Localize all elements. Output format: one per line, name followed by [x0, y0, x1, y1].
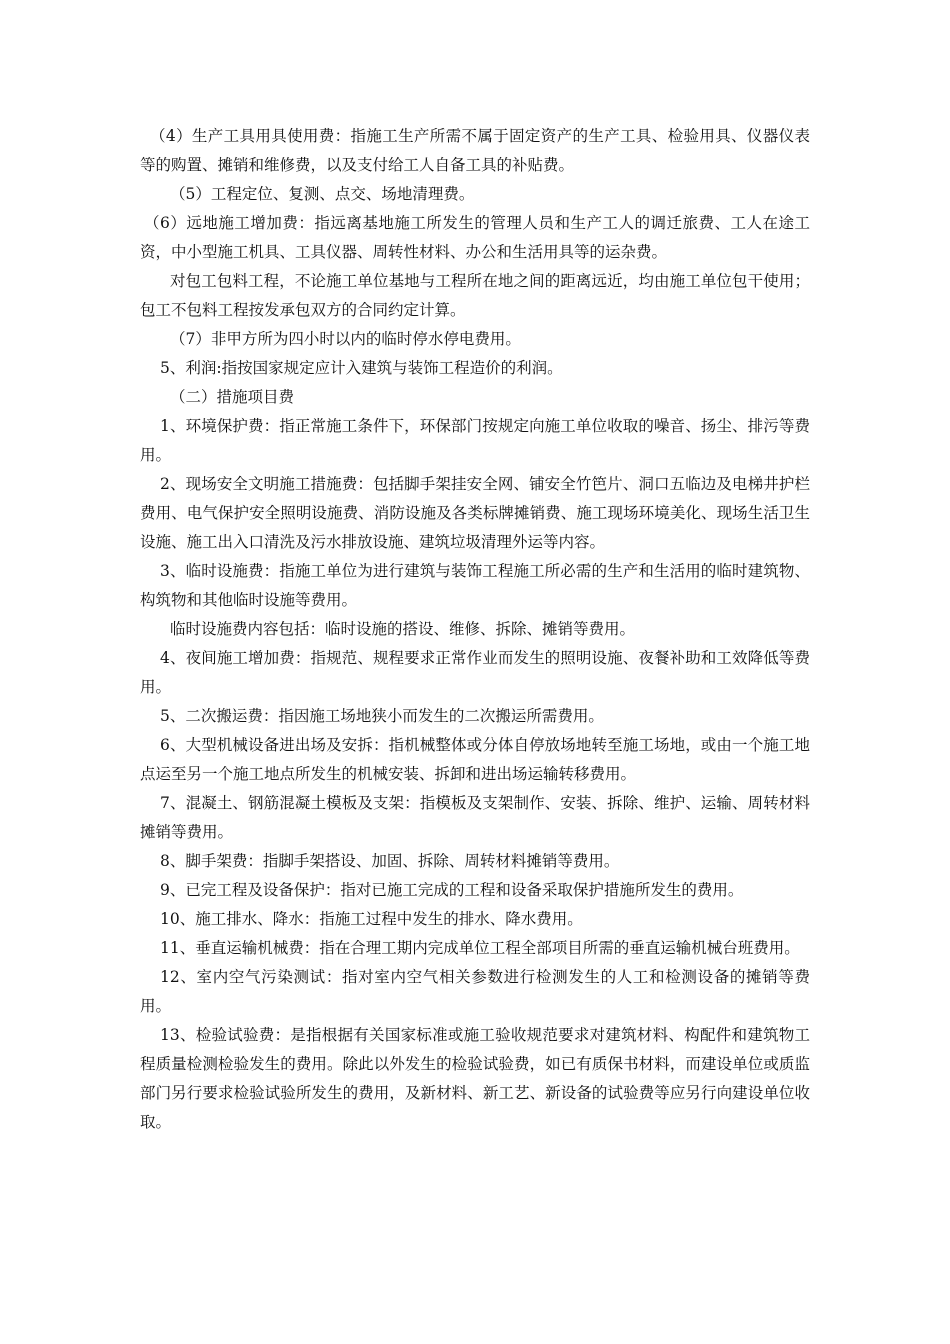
paragraph-item-4: 4、夜间施工增加费：指规范、规程要求正常作业而发生的照明设施、夜餐补助和工效降低等费用。 [140, 649, 810, 696]
paragraph-item-3-note: 临时设施费内容包括：临时设施的搭设、维修、拆除、摊销等费用。 [170, 620, 636, 638]
document-body [140, 122, 810, 1137]
paragraph-item-13: 13、检验试验费：是指根据有关国家标准或施工验收规范要求对建筑材料、构配件和建筑物工程质量检测检验发生的费用。除此以外发生的检验试验费，如已有质保书材料，而建设单位或质监部门另行要求检验试验所发生的费用，及新材料、新工艺、新设备的试验费等应另行向建设单位收取。 [140, 1026, 810, 1131]
paragraph-item-8: 8、脚手架费：指脚手架搭设、加固、拆除、周转材料摊销等费用。 [160, 852, 620, 870]
section-heading-measures: （二）措施项目费 [170, 388, 295, 406]
paragraph-item-6: 6、大型机械设备进出场及安拆：指机械整体或分体自停放场地转至施工场地，或由一个施工地点运至另一个施工地点所发生的机械安装、拆卸和进出场运输转移费用。 [140, 736, 810, 783]
paragraph-item-9: 9、已完工程及设备保护：指对已施工完成的工程和设备采取保护措施所发生的费用。 [160, 881, 744, 899]
paragraph-item-1: 1、环境保护费：指正常施工条件下，环保部门按规定向施工单位收取的噪音、扬尘、排污等费用。 [140, 417, 810, 464]
paragraph-item-7: 7、混凝土、钢筋混凝土模板及支架：指模板及支架制作、安装、拆除、维护、运输、周转材料摊销等费用。 [140, 794, 810, 841]
paragraph-item-5: 5、二次搬运费：指因施工场地狭小而发生的二次搬运所需费用。 [160, 707, 604, 725]
paragraph-remote-construction-fee: （6）远地施工增加费：指远离基地施工所发生的管理人员和生产工人的调迁旅费、工人在途工资，中小型施工机具、工具仪器、周转性材料、办公和生活用具等的运杂费。 [140, 214, 810, 261]
paragraph-item-2: 2、现场安全文明施工措施费：包括脚手架挂安全网、铺安全竹笆片、洞口五临边及电梯井护栏费用、电气保护安全照明设施费、消防设施及各类标牌摊销费、施工现场环境美化、现场生活卫生设施、施工出入口清洗及污水排放设施、建筑垃圾清理外运等内容。 [140, 475, 810, 551]
paragraph-item-11: 11、垂直运输机械费：指在合理工期内完成单位工程全部项目所需的垂直运输机械台班费用。 [160, 939, 800, 957]
paragraph-production-tools-fee: （4）生产工具用具使用费：指施工生产所需不属于固定资产的生产工具、检验用具、仪器仪表等的购置、摊销和维修费，以及支付给工人自备工具的补贴费。 [140, 127, 810, 174]
paragraph-item-10: 10、施工排水、降水：指施工过程中发生的排水、降水费用。 [160, 910, 583, 928]
paragraph-profit: 5、利润:指按国家规定应计入建筑与装饰工程造价的利润。 [160, 359, 563, 377]
paragraph-contracting-note: 对包工包料工程，不论施工单位基地与工程所在地之间的距离远近，均由施工单位包干使用；包工不包料工程按发承包双方的合同约定计算。 [140, 272, 810, 319]
paragraph-positioning-fee: （5）工程定位、复测、点交、场地清理费。 [170, 185, 475, 203]
paragraph-item-3: 3、临时设施费：指施工单位为进行建筑与装饰工程施工所必需的生产和生活用的临时建筑物、构筑物和其他临时设施等费用。 [140, 562, 810, 609]
paragraph-item-12: 12、室内空气污染测试：指对室内空气相关参数进行检测发生的人工和检测设备的摊销等费用。 [140, 968, 810, 1015]
paragraph-water-power-outage: （7）非甲方所为四小时以内的临时停水停电费用。 [170, 330, 521, 348]
